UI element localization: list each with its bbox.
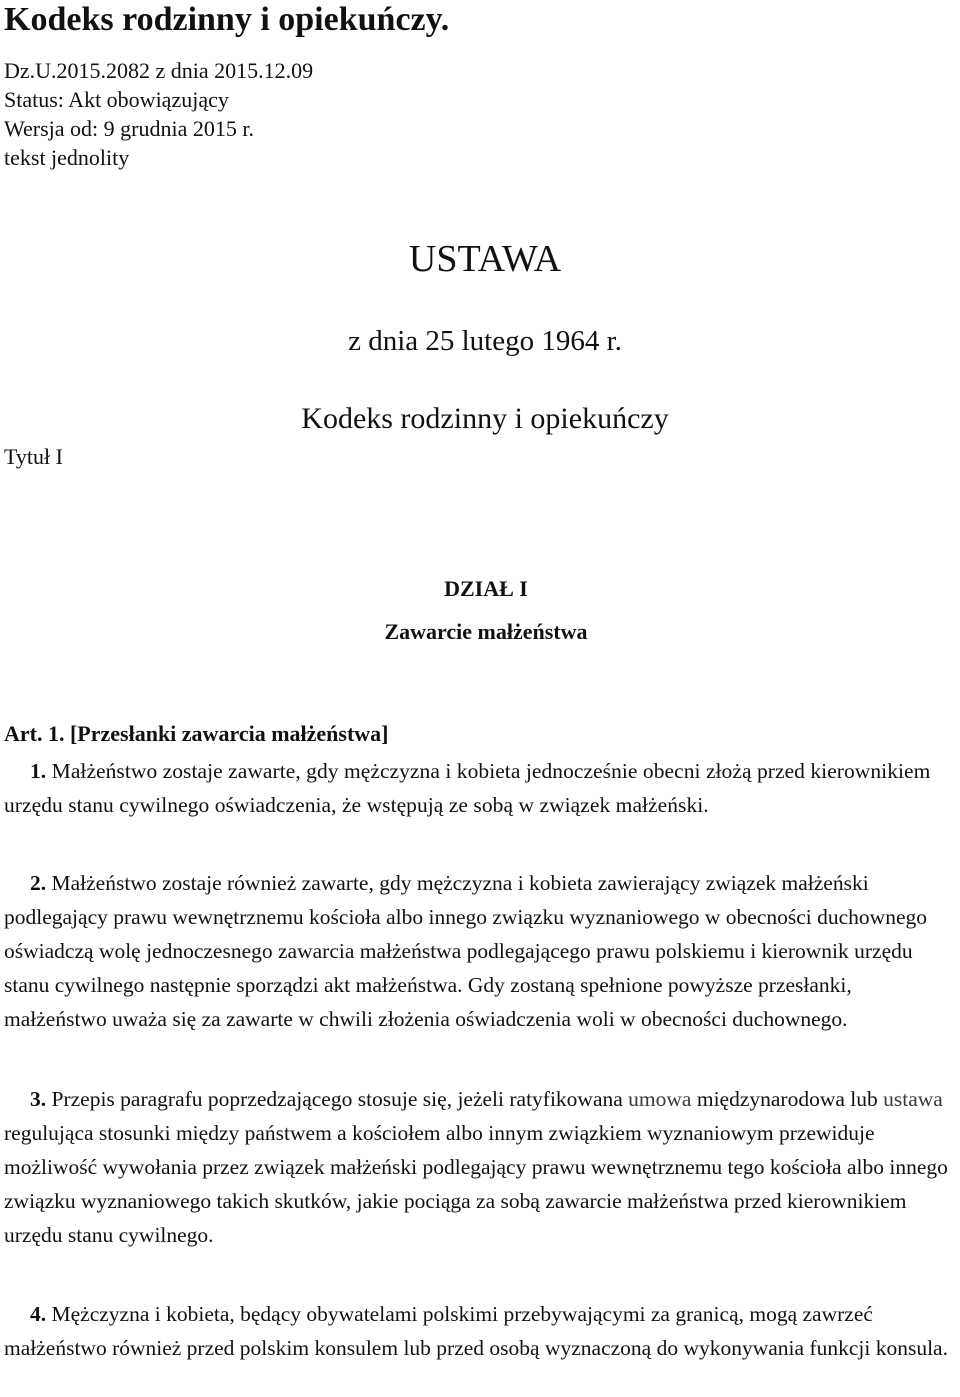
paragraph-number: 4. — [30, 1302, 47, 1326]
division-title: Zawarcie małżeństwa — [384, 619, 588, 644]
paragraph-number: 1. — [30, 759, 47, 783]
article-heading: Art. 1. [Przesłanki zawarcia małżeństwa] — [4, 721, 389, 746]
document-title: Kodeks rodzinny i opiekuńczy. — [4, 1, 450, 38]
treaty-link[interactable]: umowa — [628, 1087, 692, 1111]
text-type-line: tekst jednolity — [4, 145, 130, 170]
status-line: Status: Akt obowiązujący — [4, 87, 229, 112]
paragraph-3 — [4, 1082, 958, 1252]
journal-reference: Dz.U.2015.2082 z dnia 2015.12.09 — [4, 58, 314, 83]
paragraph-number: 2. — [30, 871, 47, 895]
act-date: z dnia 25 lutego 1964 r. — [348, 325, 622, 357]
division-label: DZIAŁ I — [444, 576, 528, 601]
statute-link[interactable]: ustawa — [883, 1087, 943, 1111]
act-name: Kodeks rodzinny i opiekuńczy — [301, 402, 669, 435]
paragraph-1 — [4, 754, 958, 822]
paragraph-text: Przepis paragrafu poprzedzającego stosuje się, jeżeli ratyfikowana — [46, 1087, 629, 1111]
paragraph-text: międzynarodowa lub — [691, 1087, 884, 1111]
paragraph-text: regulująca stosunki między państwem a kościołem albo innym związkiem wyznaniowym przewiduje możliwość wywołania przez związek małżeński podlegający prawu wewnętrznemu tego kościoła albo innego związku wyznaniowego takich skutków, jakie pociąga za sobą zawarcie małżeństwa przed kierownikiem urzędu stanu cywilnego. — [4, 1121, 948, 1247]
paragraph-text: Małżeństwo zostaje również zawarte, gdy mężczyzna i kobieta zawierający związek małżeński podlegający prawu wewnętrznemu kościoła albo innego związku wyznaniowego w obecności duchownego oświadczą wolę jednoczesnego zawarcia małżeństwa podlegającego prawu polskiemu i kierownik urzędu stanu cywilnego następnie sporządzi akt małżeństwa. Gdy zostaną spełnione powyższe przesłanki, małżeństwo uważa się za zawarte w chwili złożenia oświadczenia woli w obecności duchownego. — [4, 871, 927, 1031]
paragraph-text: Małżeństwo zostaje zawarte, gdy mężczyzna i kobieta jednocześnie obecni złożą przed kierownikiem urzędu stanu cywilnego oświadczenia, że wstępują ze sobą w związek małżeński. — [4, 759, 931, 817]
paragraph-number: 3. — [30, 1087, 47, 1111]
document-metadata — [4, 56, 313, 172]
paragraph-2 — [4, 866, 958, 1036]
paragraph-4 — [4, 1297, 958, 1365]
paragraph-text: Mężczyzna i kobieta, będący obywatelami polskimi przebywającymi za granicą, mogą zawrzeć małżeństwo również przed polskim konsulem lub przed osobą wyznaczoną do wykonywania funkcji konsula. — [4, 1302, 948, 1360]
version-line: Wersja od: 9 grudnia 2015 r. — [4, 116, 254, 141]
act-type-heading: USTAWA — [408, 238, 562, 280]
title-heading: Tytuł I — [4, 444, 63, 469]
